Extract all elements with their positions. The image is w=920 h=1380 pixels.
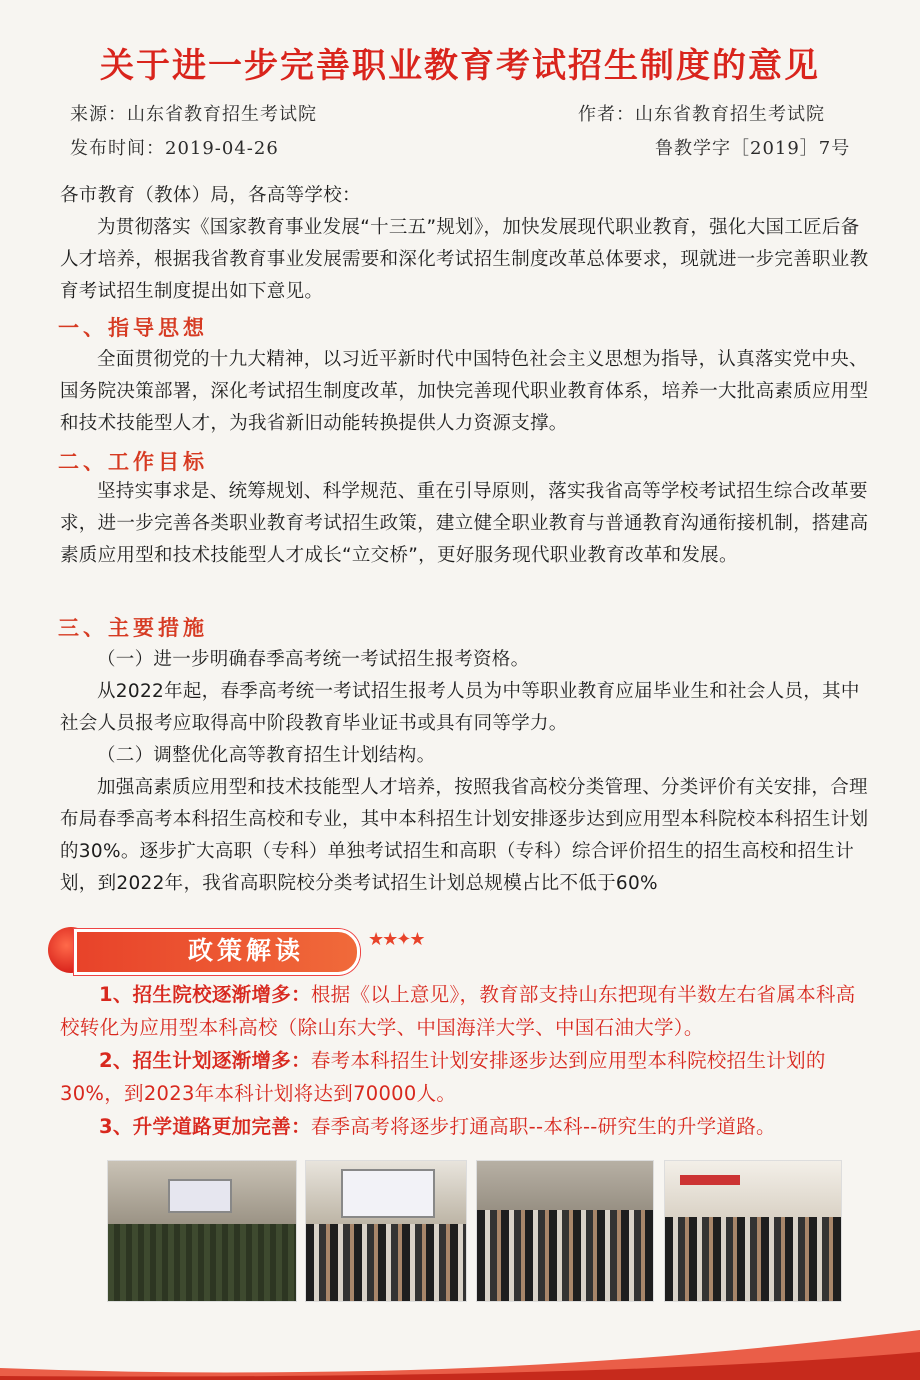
document-title: 关于进一步完善职业教育考试招生制度的意见 [100, 46, 820, 86]
photo-group-uniform [107, 1160, 297, 1302]
section-heading-guiding: 一、指导思想 [58, 316, 208, 340]
section-body-guiding: 全面贯彻党的十九大精神，以习近平新时代中国特色社会主义思想为指导，认真落实党中央、国务院决策部署，深化考试招生制度改革，加快完善现代职业教育体系，培养一大批高素质应用型和技术技能型人才，为我省新旧动能转换提供人力资源支撑。 [60, 349, 869, 434]
policy-item-3 [60, 1110, 875, 1143]
photo-classroom [476, 1160, 654, 1302]
measure-1-body: 从2022年起，春季高考统一考试招生报考人员为中等职业教育应届毕业生和社会人员，其中社会人员报考应取得高中阶段教育毕业证书或具有同等学力。 [60, 681, 860, 734]
measure-2-title: （二）调整优化高等教育招生计划结构。 [97, 745, 436, 766]
author-line: 作者：山东省教育招生考试院 [578, 104, 825, 125]
section-heading-measures: 三、主要措施 [58, 616, 208, 640]
measure-1-title: （一）进一步明确春季高考统一考试招生报考资格。 [97, 649, 530, 670]
policy-item-1 [60, 978, 875, 1044]
policy-item-2-label: 2、招生计划逐渐增多： [99, 1049, 311, 1072]
section-body-goals: 坚持实事求是、统筹规划、科学规范、重在引导原则，落实我省高等学校考试招生综合改革要求，进一步完善各类职业教育考试招生政策，建立健全职业教育与普通教育沟通衔接机制，搭建高素质应用型和技术技能型人才成长“立交桥”，更好服务现代职业教育改革和发展。 [60, 481, 869, 566]
policy-item-2-text: 春考本科招生计划安排逐步达到应用型本科院校招生计划的30%，到2023年本科计划将达到70000人。 [60, 1049, 826, 1105]
policy-item-1-text: 根据《以上意见》，教育部支持山东把现有半数左右省属本科高校转化为应用型本科高校（除山东大学、中国海洋大学、中国石油大学）。 [60, 983, 856, 1039]
policy-item-1-label: 1、招生院校逐渐增多： [99, 983, 311, 1006]
measure-2-body: 加强高素质应用型和技术技能型人才培养，按照我省高校分类管理、分类评价有关安排，合理布局春季高考本科招生高校和专业，其中本科招生计划安排逐步达到应用型本科院校本科招生计划的30%。逐步扩大高职（专科）单独考试招生和高职（专科）综合评价招生的招生高校和招生计划，到2022年，我省高职院校分类考试招生计划总规模占比不低于60% [60, 777, 869, 894]
source-line: 来源：山东省教育招生考试院 [70, 104, 317, 125]
policy-item-3-text: 春季高考将逐步打通高职--本科--研究生的升学道路。 [310, 1115, 776, 1138]
photo-group-meeting [305, 1160, 467, 1302]
photo-hall [664, 1160, 842, 1302]
policy-item-2 [60, 1044, 875, 1110]
banner-title: 政策解读 [188, 936, 305, 965]
stars-icon: ★★✦★ [368, 929, 424, 950]
document-number: 鲁教学字［2019］7号 [655, 138, 851, 159]
bottom-decoration [0, 1310, 920, 1380]
policy-banner [48, 925, 868, 975]
salutation: 各市教育（教体）局，各高等学校： [60, 185, 361, 206]
section-heading-goals: 二、工作目标 [58, 450, 208, 474]
policy-item-3-label: 3、升学道路更加完善： [99, 1115, 311, 1138]
intro-paragraph: 为贯彻落实《国家教育事业发展“十三五”规划》，加快发展现代职业教育，强化大国工匠后备人才培养，根据我省教育事业发展需要和深化考试招生制度改革总体要求，现就进一步完善职业教育考试招生制度提出如下意见。 [60, 217, 869, 302]
publish-date: 发布时间：2019-04-26 [70, 138, 279, 159]
